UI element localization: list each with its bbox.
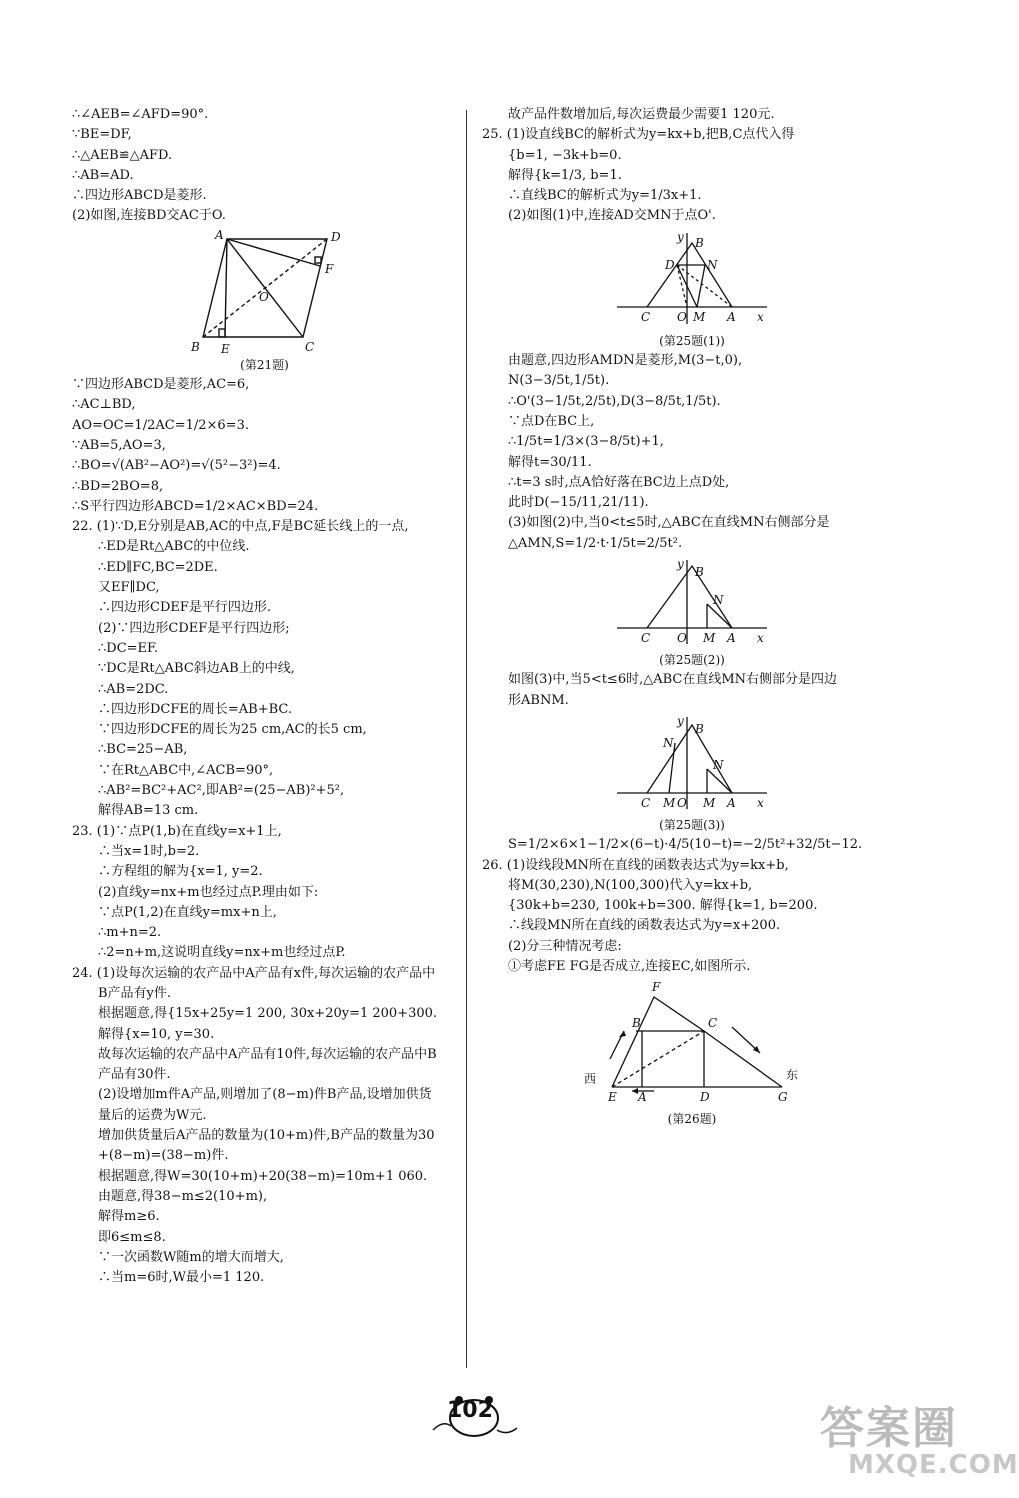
text-line: (2)设增加m件A产品,则增加了(8−m)件B产品,设增加供货 <box>98 1087 432 1103</box>
left-column <box>72 105 457 1288</box>
label-D: D <box>700 1090 710 1105</box>
label-B: B <box>695 235 704 250</box>
text-line: (2)如图,连接BD交AC于O. <box>72 208 226 224</box>
text-line: 26. (1)设线段MN所在直线的函数表达式为y=kx+b, <box>482 857 789 873</box>
text-line: 形ABNM. <box>508 692 569 708</box>
text-line: 故每次运输的农产品中A产品有10件,每次运输的农产品中B <box>98 1046 437 1062</box>
figure-25-3-caption: (第25题(3)) <box>659 817 725 832</box>
text-line: 即6≤m≤8. <box>98 1229 166 1245</box>
text-line: 由题意,四边形AMDN是菱形,M(3−t,0), <box>508 353 743 369</box>
label-B: B <box>695 721 704 736</box>
label-west: 西 <box>584 1072 597 1087</box>
text-line: ∴∠AEB=∠AFD=90°. <box>72 107 209 122</box>
label-y: y <box>677 713 684 728</box>
label-M: M <box>663 795 676 810</box>
text-line: 将M(30,230),N(100,300)代入y=kx+b, <box>508 877 753 893</box>
text-line: ∵在Rt△ABC中,∠ACB=90°, <box>98 762 274 778</box>
label-y: y <box>677 557 684 572</box>
text-line: ∵点P(1,2)在直线y=mx+n上, <box>98 904 277 920</box>
label-C: C <box>641 631 651 646</box>
label-O: O <box>258 289 269 304</box>
label-D: D <box>665 257 675 272</box>
text-line: ∴△AEB≌△AFD. <box>72 147 173 163</box>
label-A: A <box>727 795 736 810</box>
label-x: x <box>757 309 764 324</box>
text-line: ∵AB=5,AO=3, <box>72 437 166 453</box>
text-line: ∴ED∥FC,BC=2DE. <box>98 559 218 575</box>
text-line: 增加供货量后A产品的数量为(10+m)件,B产品的数量为30 <box>98 1128 435 1144</box>
label-M: M <box>703 631 716 646</box>
figure-25-2 <box>607 556 777 648</box>
label-F: F <box>324 261 333 276</box>
text-line: ∴直线BC的解析式为y=1/3x+1. <box>508 188 702 204</box>
text-line: {30k+b=230, 100k+b=300. 解得{k=1, b=200. <box>508 898 818 914</box>
label-A: A <box>727 309 736 324</box>
text-line: ∴四边形CDEF是平行四边形. <box>98 600 272 616</box>
text-line: ∴四边形DCFE的周长=AB+BC. <box>98 701 293 717</box>
text-line: ∵点D在BC上, <box>508 413 595 429</box>
label-A: A <box>214 227 224 242</box>
text-line: △AMN,S=1/2·t·1/5t=2/5t². <box>508 535 683 551</box>
label-O: O <box>677 795 687 810</box>
text-line: ∴AC⊥BD, <box>72 397 136 413</box>
right-column <box>482 105 902 1130</box>
text-line: ∴线段MN所在直线的函数表达式为y=x+200. <box>508 918 781 934</box>
text-line: {b=1, −3k+b=0. <box>508 147 622 163</box>
text-line: ∴BO=√(AB²−AO²)=√(5²−3²)=4. <box>72 458 281 474</box>
label-N: N <box>707 257 718 272</box>
label-N: N <box>713 757 724 772</box>
figure-26 <box>572 979 812 1107</box>
label-B: B <box>632 1016 641 1031</box>
figure-26-caption: (第26题) <box>667 1112 717 1127</box>
label-B: B <box>695 565 704 580</box>
label-D: D <box>330 229 341 244</box>
label-B: B <box>190 339 200 354</box>
label-M: M <box>693 309 706 324</box>
figure-25-1-caption: (第25题(1)) <box>659 333 725 348</box>
text-line: 量后的运费为W元. <box>98 1107 207 1123</box>
text-line: ∴AB=2DC. <box>98 681 169 697</box>
text-line: ∴t=3 s时,点A恰好落在BC边上点D处, <box>508 474 730 490</box>
text-line: ∵DC是Rt△ABC斜边AB上的中线, <box>98 661 295 677</box>
label-C: C <box>641 309 651 324</box>
label-N: N <box>663 735 674 750</box>
text-line: 解得AB=13 cm. <box>98 803 199 819</box>
text-line: ∴四边形ABCD是菱形. <box>72 188 207 204</box>
label-C: C <box>641 795 651 810</box>
text-line: ∴当x=1时,b=2. <box>98 843 200 859</box>
text-line: B产品有y件. <box>98 985 172 1001</box>
label-x: x <box>757 795 764 810</box>
text-line: ∴DC=EF. <box>98 640 159 656</box>
text-line: ∵四边形DCFE的周长为25 cm,AC的长5 cm, <box>98 722 367 738</box>
label-A: A <box>727 631 736 646</box>
label-N: N <box>713 593 724 608</box>
label-C: C <box>708 1016 718 1031</box>
text-line: 解得{x=10, y=30. <box>98 1026 215 1042</box>
label-F: F <box>652 980 661 995</box>
label-E: E <box>608 1090 617 1105</box>
text-line: 24. (1)设每次运输的农产品中A产品有x件,每次运输的农产品中 <box>72 965 436 981</box>
text-line: (2)如图(1)中,连接AD交MN于点O'. <box>508 208 716 224</box>
text-line: 根据题意,得W=30(10+m)+20(38−m)=10m+1 060. <box>98 1168 428 1184</box>
label-y: y <box>677 229 684 244</box>
text-line: AO=OC=1/2AC=1/2×6=3. <box>72 417 249 433</box>
text-line: 解得t=30/11. <box>508 454 592 470</box>
text-line: 23. (1)∵点P(1,b)在直线y=x+1上, <box>72 823 282 839</box>
page-number: 102 <box>447 1398 493 1423</box>
label-E: E <box>220 341 230 356</box>
text-line: ①考虑FE FG是否成立,连接EC,如图所示. <box>508 959 751 975</box>
text-line: ∴BC=25−AB, <box>98 742 188 758</box>
text-line: (2)∵四边形CDEF是平行四边形; <box>98 620 290 636</box>
text-line: ∴m+n=2. <box>98 925 162 941</box>
text-line: ∴BD=2BO=8, <box>72 478 164 494</box>
label-M: M <box>703 795 716 810</box>
text-line: ∴方程组的解为{x=1, y=2. <box>98 864 263 880</box>
text-line: ∴当m=6时,W最小=1 120. <box>98 1270 265 1286</box>
label-O: O <box>677 309 687 324</box>
text-line: 又EF∥DC, <box>98 580 160 596</box>
text-line: 此时D(−15/11,21/11). <box>508 495 649 511</box>
figure-25-2-caption: (第25题(2)) <box>659 653 725 668</box>
text-line: 由题意,得38−m≤2(10+m), <box>98 1188 268 1204</box>
text-line: 22. (1)∵D,E分别是AB,AC的中点,F是BC延长线上的一点, <box>72 519 409 535</box>
text-line: 如图(3)中,当5<t≤6时,△ABC在直线MN右侧部分是四边 <box>508 672 838 688</box>
text-line: N(3−3/5t,1/5t). <box>508 373 610 389</box>
label-A: A <box>638 1090 647 1105</box>
watermark-logo: 答案圈 <box>820 1403 958 1454</box>
text-line: ∴S平行四边形ABCD=1/2×AC×BD=24. <box>72 498 319 514</box>
label-east: 东 <box>786 1068 799 1083</box>
text-line: ∴AB²=BC²+AC²,即AB²=(25−AB)²+5², <box>98 783 345 799</box>
column-divider <box>466 110 467 1368</box>
text-line: ∴2=n+m,这说明直线y=nx+m也经过点P. <box>98 945 346 961</box>
figure-21 <box>175 229 355 359</box>
label-C: C <box>304 339 314 354</box>
text-line: ∴ED是Rt△ABC的中位线. <box>98 539 250 555</box>
label-G: G <box>778 1090 788 1105</box>
text-line: 故产品件数增加后,每次运费最少需要1 120元. <box>508 107 775 122</box>
watermark-url: MXQE.COM <box>848 1450 1019 1480</box>
text-line: (2)直线y=nx+m也经过点P.理由如下: <box>98 884 319 900</box>
text-line: ∴AB=AD. <box>72 167 134 183</box>
text-line: ∴O'(3−1/5t,2/5t),D(3−8/5t,1/5t). <box>508 393 721 409</box>
text-line: S=1/2×6×1−1/2×(6−t)·4/5(10−t)=−2/5t²+32/5t−12. <box>508 837 863 853</box>
text-line: ∵四边形ABCD是菱形,AC=6, <box>72 377 250 393</box>
text-line: 根据题意,得{15x+25y=1 200, 30x+20y=1 200+300. <box>98 1006 438 1022</box>
figure-25-1 <box>607 229 777 329</box>
text-line: (3)如图(2)中,当0<t≤5时,△ABC在直线MN右侧部分是 <box>508 515 830 531</box>
text-line: 解得m≥6. <box>98 1209 160 1225</box>
label-x: x <box>757 631 764 646</box>
text-line: ∵一次函数W随m的增大而增大, <box>98 1249 284 1265</box>
text-line: ∵BE=DF, <box>72 127 132 143</box>
figure-25-3 <box>607 713 777 813</box>
text-line: ∴1/5t=1/3×(3−8/5t)+1, <box>508 434 664 450</box>
figure-21-caption: (第21题) <box>240 357 289 372</box>
text-line: (2)分三种情况考虑: <box>508 938 622 954</box>
text-line: +(8−m)=(38−m)件. <box>98 1148 229 1164</box>
text-line: 产品有30件. <box>98 1067 171 1083</box>
text-line: 25. (1)设直线BC的解析式为y=kx+b,把B,C点代入得 <box>482 127 795 143</box>
text-line: 解得{k=1/3, b=1. <box>508 167 622 183</box>
label-O: O <box>677 631 687 646</box>
